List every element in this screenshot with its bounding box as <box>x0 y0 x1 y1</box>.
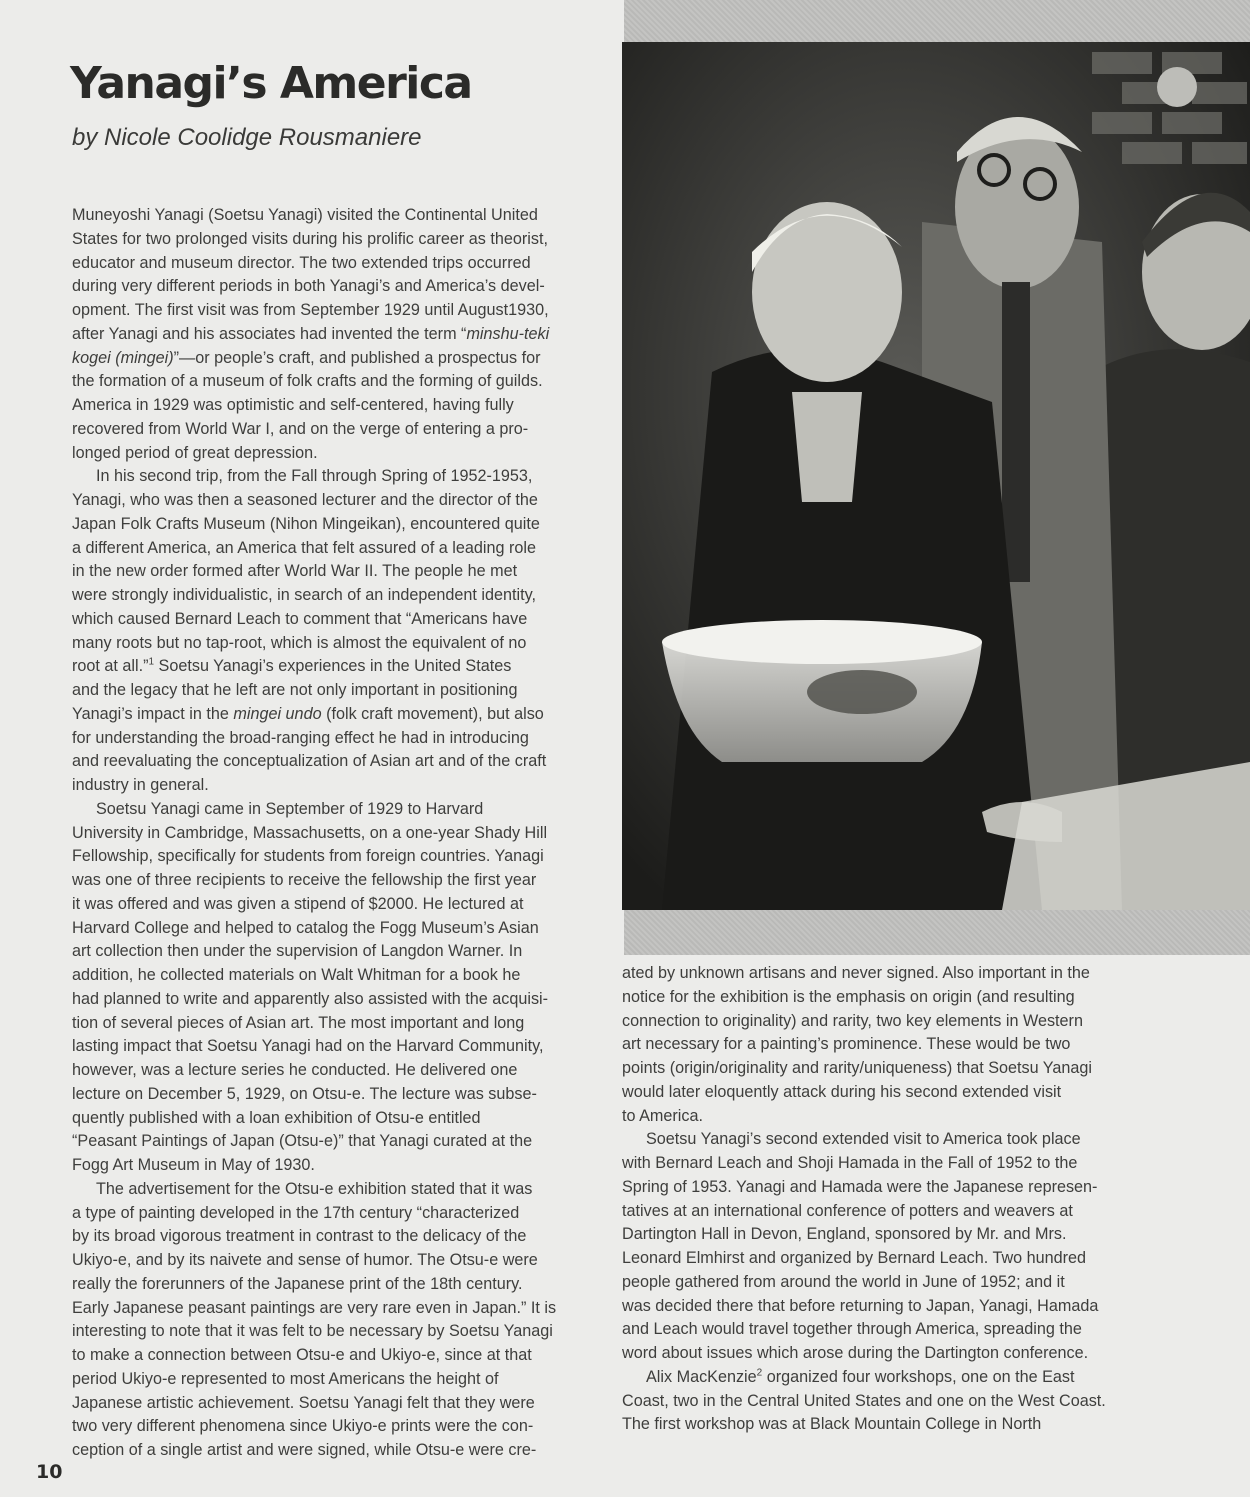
text-line <box>72 537 607 561</box>
line-text: America in 1929 was optimistic and self-centered, having fully <box>72 396 514 414</box>
text-line <box>72 1273 607 1297</box>
line-text: was decided there that before returning to Japan, Yanagi, Hamada <box>622 1296 1099 1315</box>
text-line <box>72 703 607 727</box>
text-line <box>622 1413 1162 1437</box>
text-line <box>72 679 607 703</box>
text-line <box>72 584 607 608</box>
text-line <box>622 1128 1162 1152</box>
text-line <box>72 1035 607 1059</box>
text-line <box>622 1010 1162 1034</box>
text-line <box>72 1297 607 1321</box>
text-line <box>622 1223 1162 1247</box>
text-line <box>72 822 607 846</box>
line-text: Soetsu Yanagi’s second extended visit to America took place <box>646 1130 1081 1149</box>
line-text: points (origin/originality and rarity/uniqueness) that Soetsu Yanagi <box>622 1059 1093 1077</box>
line-text-after: (folk craft movement), but also <box>321 704 544 723</box>
line-text: “Peasant Paintings of Japan (Otsu-e)” that Yanagi curated at the <box>72 1132 533 1151</box>
text-line <box>72 869 607 893</box>
line-text: lasting impact that Soetsu Yanagi had on the Harvard Community, <box>72 1037 544 1056</box>
text-line <box>72 489 607 513</box>
line-text: really the forerunners of the Japanese print of the 18th century. <box>72 1274 523 1293</box>
text-line <box>622 1105 1162 1129</box>
text-line <box>622 1295 1162 1319</box>
line-text: The advertisement for the Otsu-e exhibition stated that it was <box>96 1179 533 1198</box>
text-line <box>72 394 607 418</box>
text-line <box>72 1083 607 1107</box>
text-line <box>72 845 607 869</box>
line-text: Leonard Elmhirst and organized by Bernard Leach. Two hundred <box>622 1249 1087 1267</box>
text-line <box>622 1247 1162 1271</box>
line-text: period Ukiyo-e represented to most Americans the height of <box>72 1369 499 1388</box>
text-line <box>72 228 607 252</box>
text-line <box>72 442 607 466</box>
line-text: Fogg Art Museum in May of 1930. <box>72 1156 315 1174</box>
text-line <box>622 1057 1162 1081</box>
line-text: the formation of a museum of folk crafts and the forming of guilds. <box>72 372 543 391</box>
line-text: ated by unknown artisans and never signed. Also important in the <box>622 964 1090 982</box>
text-line <box>622 1366 1162 1390</box>
line-text: two very different phenomena since Ukiyo-e prints were the con- <box>72 1417 534 1436</box>
text-line <box>72 418 607 442</box>
article-byline: by Nicole Coolidge Rousmaniere <box>72 124 422 151</box>
right-text-column <box>622 962 1162 1437</box>
text-line <box>622 1152 1162 1176</box>
line-text: in the new order formed after World War II. The people he met <box>72 562 518 581</box>
italic-term: mingei undo <box>233 704 322 723</box>
italic-term: kogei (mingei) <box>72 348 174 367</box>
line-text: for understanding the broad-ranging effect he had in introducing <box>72 728 529 747</box>
line-text: a different America, an America that felt assured of a leading role <box>72 538 537 557</box>
text-line <box>72 798 607 822</box>
text-line <box>72 252 607 276</box>
line-text: Japan Folk Crafts Museum (Nihon Mingeikan), encountered quite <box>72 514 540 533</box>
line-text: it was offered and was given a stipend of $2000. He lectured at <box>72 894 524 913</box>
line-text: recovered from World War I, and on the verge of entering a pro- <box>72 419 529 438</box>
text-line <box>72 655 607 679</box>
text-line <box>72 323 607 347</box>
line-text-after: Soetsu Yanagi’s experiences in the United States <box>154 657 512 676</box>
text-line <box>72 1415 607 1439</box>
text-line <box>72 964 607 988</box>
text-line <box>72 917 607 941</box>
line-text: lecture on December 5, 1929, on Otsu-e. The lecture was subse- <box>72 1084 537 1103</box>
line-text: ception of a single artist and were signed, while Otsu-e were cre- <box>72 1441 537 1459</box>
text-line <box>72 750 607 774</box>
line-text: addition, he collected materials on Walt Whitman for a book he <box>72 966 521 984</box>
line-text: In his second trip, from the Fall through Spring of 1952-1953, <box>96 467 533 486</box>
line-text: interesting to note that it was felt to be necessary by Soetsu Yanagi <box>72 1322 553 1341</box>
article-photo <box>622 42 1250 910</box>
text-line <box>622 1200 1162 1224</box>
line-text: Spring of 1953. Yanagi and Hamada were the Japanese represen- <box>622 1177 1098 1196</box>
line-text: Ukiyo-e, and by its naivete and sense of humor. The Otsu-e were <box>72 1251 538 1269</box>
page-number: 10 <box>36 1461 63 1483</box>
line-text: Coast, two in the Central United States and one on the West Coast. <box>622 1391 1106 1410</box>
line-text: Muneyoshi Yanagi (Soetsu Yanagi) visited the Continental United <box>72 206 538 224</box>
text-line <box>72 1439 607 1463</box>
line-text: after Yanagi and his associates had invented the term “ <box>72 324 467 343</box>
line-text: educator and museum director. The two extended trips occurred <box>72 253 531 272</box>
line-text: tatives at an international conference of potters and weavers at <box>622 1201 1073 1220</box>
line-text: art collection then under the supervision of Langdon Warner. In <box>72 942 523 961</box>
line-text: tion of several pieces of Asian art. The most important and long <box>72 1013 525 1032</box>
text-line <box>622 986 1162 1010</box>
text-line <box>72 988 607 1012</box>
text-line <box>72 1178 607 1202</box>
footnote-ref: 1 <box>148 656 155 668</box>
line-text: Yanagi, who was then a seasoned lecturer and the director of the <box>72 491 538 509</box>
line-text: quently published with a loan exhibition of Otsu-e entitled <box>72 1108 481 1127</box>
article-title: Yanagi’s America <box>70 58 472 109</box>
line-text: people gathered from around the world in June of 1952; and it <box>622 1272 1065 1291</box>
text-line <box>72 370 607 394</box>
italic-term: minshu-teki <box>466 324 550 343</box>
text-line <box>72 1320 607 1344</box>
text-line <box>72 893 607 917</box>
line-text: by its broad vigorous treatment in contrast to the delicacy of the <box>72 1227 527 1246</box>
text-line <box>72 1012 607 1036</box>
text-line <box>72 1344 607 1368</box>
line-text: and reevaluating the conceptualization of Asian art and of the craft <box>72 752 547 771</box>
line-text: Yanagi’s impact in the <box>72 704 234 723</box>
text-line <box>622 1176 1162 1200</box>
line-text: to America. <box>622 1106 703 1125</box>
line-text: was one of three recipients to receive the fellowship the first year <box>72 871 537 889</box>
line-text: Dartington Hall in Devon, England, sponsored by Mr. and Mrs. <box>622 1225 1067 1244</box>
line-text: States for two prolonged visits during his prolific career as theorist, <box>72 229 548 248</box>
line-text-after: organized four workshops, one on the East <box>762 1367 1075 1386</box>
line-text: industry in general. <box>72 776 209 794</box>
line-text: would later eloquently attack during his second extended visit <box>622 1082 1062 1101</box>
text-line <box>72 774 607 798</box>
text-line <box>622 1033 1162 1057</box>
line-text: however, was a lecture series he conducted. He delivered one <box>72 1061 518 1079</box>
line-text: University in Cambridge, Massachusetts, on a one-year Shady Hill <box>72 823 548 842</box>
text-line <box>72 204 607 228</box>
line-text: and Leach would travel together through America, spreading the <box>622 1320 1082 1339</box>
line-text: which caused Bernard Leach to comment that “Americans have <box>72 609 528 628</box>
text-line <box>72 1249 607 1273</box>
footnote-ref: 2 <box>756 1367 763 1379</box>
text-line <box>72 940 607 964</box>
line-text: notice for the exhibition is the emphasis on origin (and resulting <box>622 987 1075 1006</box>
text-line <box>72 1107 607 1131</box>
line-text: Alix MacKenzie <box>646 1367 757 1386</box>
line-text: and the legacy that he left are not only important in positioning <box>72 681 518 699</box>
text-line <box>622 1318 1162 1342</box>
line-text: longed period of great depression. <box>72 443 318 462</box>
line-text: during very different periods in both Yanagi’s and America’s devel- <box>72 277 545 296</box>
line-text: Soetsu Yanagi came in September of 1929 to Harvard <box>96 799 484 818</box>
line-text: Harvard College and helped to catalog the Fogg Museum’s Asian <box>72 918 539 937</box>
text-line <box>622 1390 1162 1414</box>
text-line <box>72 1202 607 1226</box>
text-line <box>72 560 607 584</box>
line-text: had planned to write and apparently also assisted with the acquisi- <box>72 989 549 1008</box>
text-line <box>72 347 607 371</box>
text-line <box>622 1342 1162 1366</box>
line-text: many roots but no tap-root, which is almost the equivalent of no <box>72 633 527 652</box>
text-line <box>72 1225 607 1249</box>
line-text: opment. The first visit was from September 1929 until August1930, <box>72 301 549 319</box>
line-text: root at all.” <box>72 657 149 676</box>
text-line <box>72 299 607 323</box>
line-text: to make a connection between Otsu-e and Ukiyo-e, since at that <box>72 1346 532 1364</box>
line-text: were strongly individualistic, in search of an independent identity, <box>72 586 537 604</box>
line-text: art necessary for a painting’s prominence. These would be two <box>622 1035 1071 1054</box>
text-line <box>72 608 607 632</box>
left-text-column <box>72 204 607 1463</box>
line-text: Early Japanese peasant paintings are very rare even in Japan.” It is <box>72 1298 557 1317</box>
text-line <box>622 1081 1162 1105</box>
text-line <box>72 465 607 489</box>
line-text-after: ”—or people’s craft, and published a prospectus for <box>173 348 541 367</box>
text-line <box>72 1130 607 1154</box>
text-line <box>72 1392 607 1416</box>
line-text: with Bernard Leach and Shoji Hamada in the Fall of 1952 to the <box>622 1154 1078 1172</box>
text-line <box>72 1368 607 1392</box>
line-text: word about issues which arose during the Dartington conference. <box>622 1344 1089 1362</box>
line-text: connection to originality) and rarity, two key elements in Western <box>622 1011 1083 1030</box>
text-line <box>72 275 607 299</box>
line-text: Japanese artistic achievement. Soetsu Yanagi felt that they were <box>72 1393 535 1412</box>
text-line <box>622 1271 1162 1295</box>
text-line <box>622 962 1162 986</box>
line-text: Fellowship, specifically for students from foreign countries. Yanagi <box>72 847 544 866</box>
text-line <box>72 632 607 656</box>
line-text: The first workshop was at Black Mountain College in North <box>622 1415 1042 1434</box>
text-line <box>72 1059 607 1083</box>
text-line <box>72 513 607 537</box>
line-text: a type of painting developed in the 17th century “characterized <box>72 1203 520 1222</box>
text-line <box>72 1154 607 1178</box>
text-line <box>72 727 607 751</box>
